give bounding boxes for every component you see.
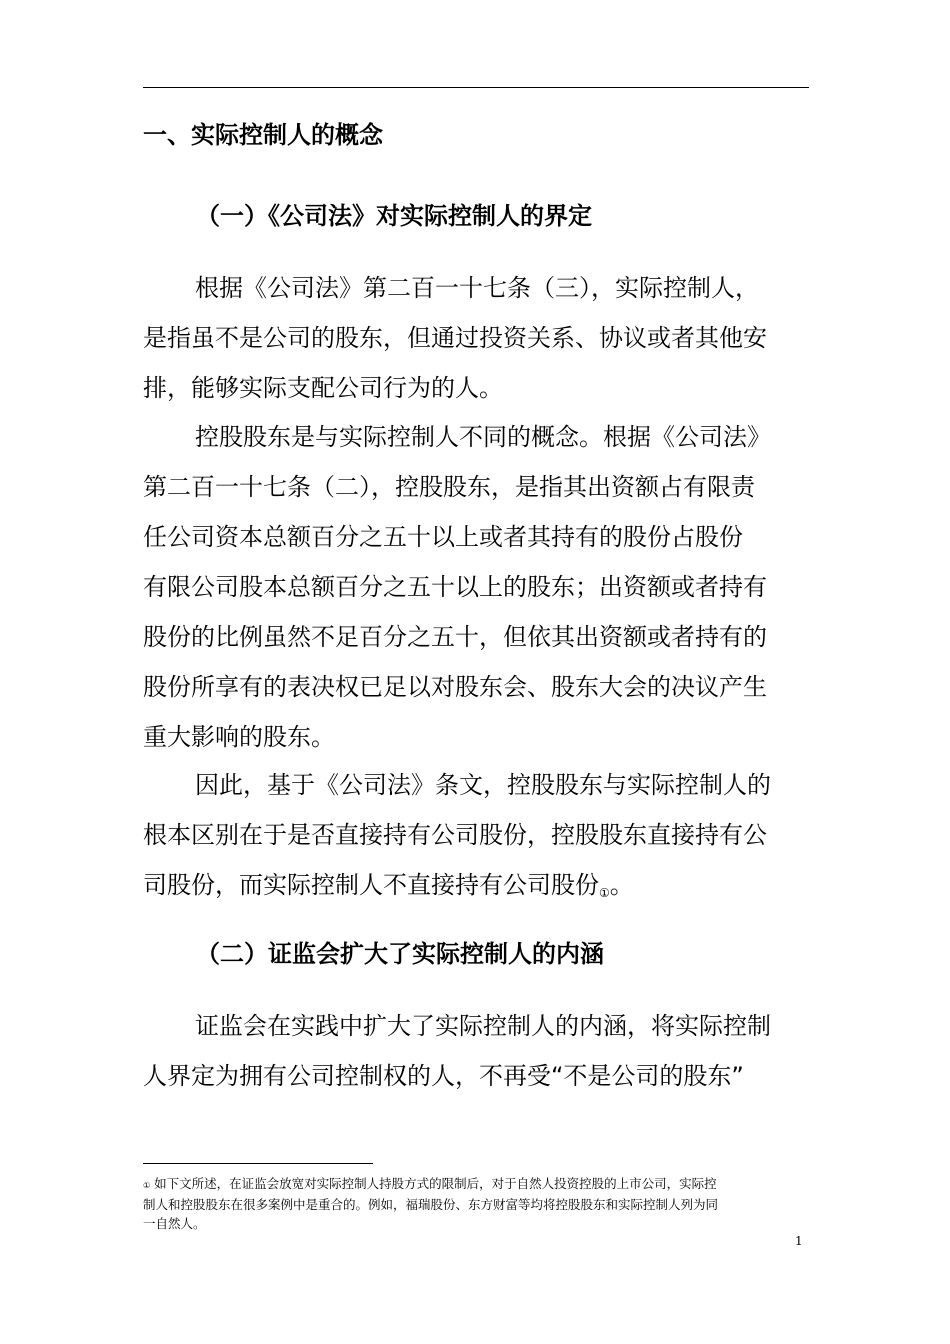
section-1-paragraph-2 [143, 412, 815, 762]
footnote [143, 1174, 811, 1233]
text-line: 根本区别在于是否直接持有公司股份，控股股东直接持有公 [143, 821, 767, 849]
heading-level-1: 一、实际控制人的概念 [143, 121, 383, 149]
text-line: 有限公司股本总额百分之五十以上的股东；出资额或者持有 [143, 573, 767, 601]
text-line [143, 860, 815, 910]
text-line: 第二百一十七条（二），控股股东，是指其出资额占有限责 [143, 473, 755, 501]
footnote-line: 制人和控股股东在很多案例中是重合的。例如，福瑞股份、东方财富等均将控股股东和实际控制人列为同 [143, 1197, 719, 1212]
footnote-line [143, 1174, 811, 1195]
text-line: 任公司资本总额百分之五十以上或者其持有的股份占股份 [143, 523, 743, 551]
section-1-heading: （一）《公司法》对实际控制人的界定 [196, 202, 592, 230]
text-line: 排，能够实际支配公司行为的人。 [143, 374, 503, 402]
section-2-paragraph-1 [143, 1001, 815, 1101]
footnote-separator [143, 1163, 373, 1164]
text-line: 股份所享有的表决权已足以对股东会、股东大会的决议产生 [143, 673, 767, 701]
text-segment: 司股份，而实际控制人不直接持有公司股份 [143, 871, 599, 899]
text-line: 股份的比例虽然不足百分之五十，但依其出资额或者持有的 [143, 623, 767, 651]
text-line: 重大影响的股东。 [143, 723, 335, 751]
footnote-line: 一自然人。 [143, 1216, 206, 1231]
text-line: 控股股东是与实际控制人不同的概念。根据《公司法》 [195, 423, 771, 451]
text-line: 因此，基于《公司法》条文，控股股东与实际控制人的 [195, 771, 771, 799]
section-1-paragraph-1 [143, 263, 815, 413]
footnote-text: 如下文所述，在证监会放宽对实际控制人持股方式的限制后，对于自然人投资控股的上市公司，实际控 [154, 1176, 717, 1191]
text-line: 人界定为拥有公司控制权的人，不再受“不是公司的股东” [143, 1062, 744, 1090]
section-2-heading: （二）证监会扩大了实际控制人的内涵 [196, 940, 604, 968]
header-rule [143, 87, 809, 88]
footnote-mark: ① [143, 1181, 151, 1190]
text-line: 根据《公司法》第二百一十七条（三），实际控制人， [195, 274, 759, 302]
section-1-paragraph-3 [143, 760, 815, 910]
text-line: 证监会在实践中扩大了实际控制人的内涵，将实际控制 [195, 1012, 771, 1040]
page-number: 1 [795, 1234, 803, 1248]
text-segment: 。 [609, 871, 634, 899]
text-line: 是指虽不是公司的股东，但通过投资关系、协议或者其他安 [143, 324, 767, 352]
footnote-reference[interactable]: ① [599, 886, 610, 900]
